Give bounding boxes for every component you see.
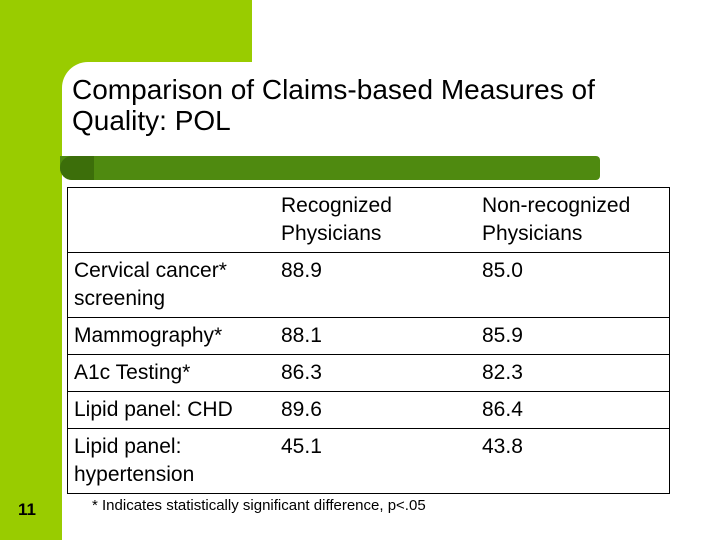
measure-cell: Lipid panel: hypertension [74,435,195,486]
header-cell: Recognized Physicians [275,188,476,253]
table-row [68,253,670,318]
slide-number: 11 [18,500,36,519]
title-divider-bar [60,156,600,180]
left-green-strip [0,0,62,540]
value-cell: 82.3 [476,355,670,392]
value-cell: 45.1 [281,435,322,458]
table-row [68,392,670,429]
value-cell: 85.9 [476,318,670,355]
header-cell [68,188,276,253]
value-cell: 86.4 [476,392,670,429]
measure-cell: Lipid panel: CHD [68,392,276,429]
value-cell: 86.3 [275,355,476,392]
table-row [68,355,670,392]
value-cell: 43.8 [482,435,523,458]
measure-cell: Mammography* [68,318,276,355]
table-header-row [68,188,670,253]
measure-cell: Cervical cancer* screening [68,253,276,318]
value-cell: 89.6 [275,392,476,429]
value-cell: 88.9 [275,253,476,318]
slide-title: Comparison of Claims-based Measures of Quality: POL [72,74,595,136]
value-cell: 88.1 [275,318,476,355]
table-row [68,429,670,494]
footnote: * Indicates statistically significant difference, p<.05 [92,497,426,514]
comparison-table [67,187,670,494]
measure-cell: A1c Testing* [68,355,276,392]
header-cell: Non-recognized Physicians [476,188,670,253]
table-row [68,318,670,355]
value-cell: 85.0 [476,253,670,318]
